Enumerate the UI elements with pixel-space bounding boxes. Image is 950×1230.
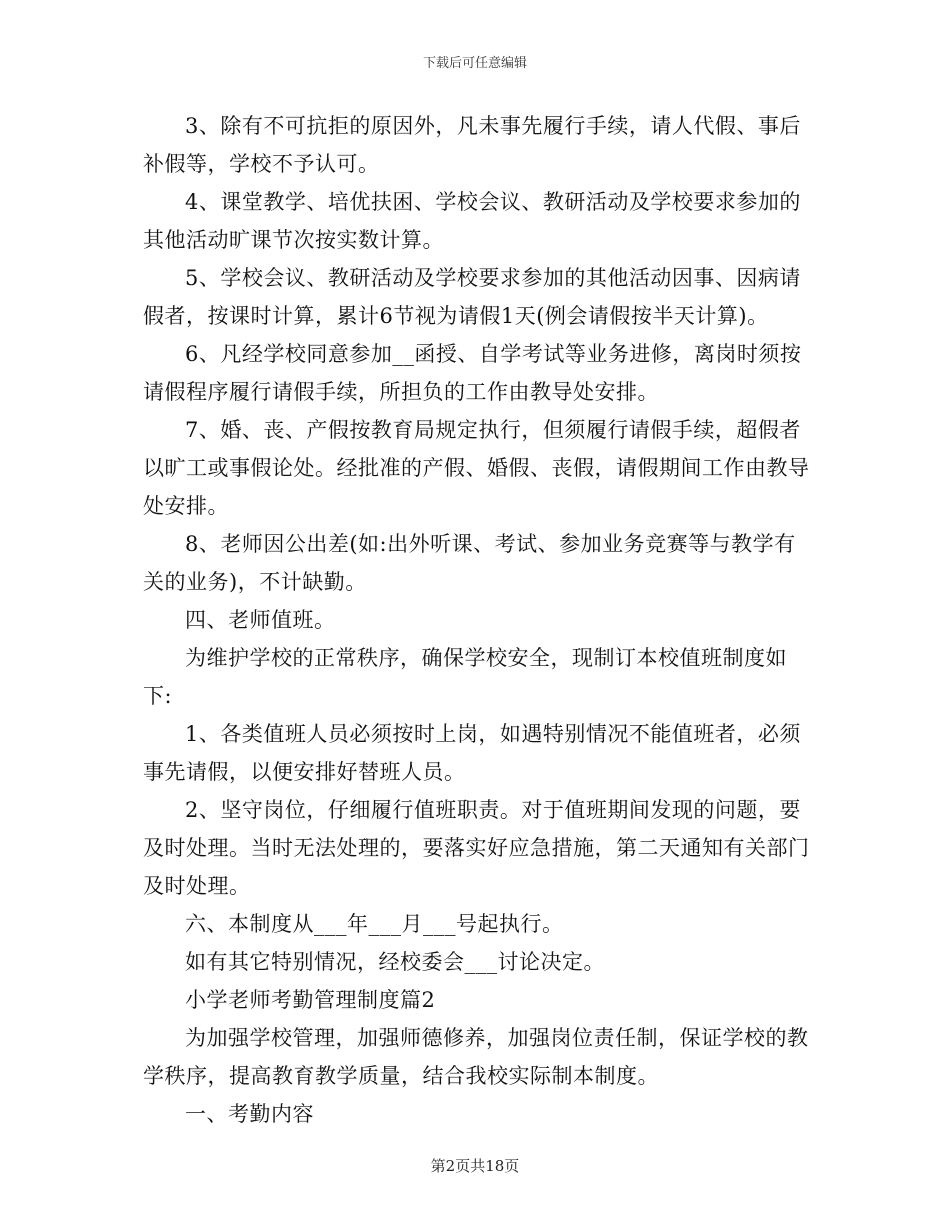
page-header: 下载后可任意编辑 bbox=[422, 56, 527, 71]
paragraph-effective-date: 六、本制度从___年___月___号起执行。 bbox=[185, 912, 564, 936]
paragraph-item-5: 5、学校会议、教研活动及学校要求参加的其他活动因事、因病请假者，按课时计算，累计6节视为请假1天(例会请假按半天计算)。 bbox=[143, 266, 801, 328]
paragraph-duty-2: 2、坚守岗位，仔细履行值班职责。对于值班期间发现的问题，要及时处理。当时无法处理的，要落实好应急措施，第二天通知有关部门及时处理。 bbox=[143, 798, 810, 898]
section-heading-attendance-content: 一、考勤内容 bbox=[185, 1102, 314, 1126]
page-number-footer: 第2页共18页 bbox=[430, 1157, 520, 1175]
paragraph-duty-intro: 为维护学校的正常秩序，确保学校安全，现制订本校值班制度如下: bbox=[143, 646, 787, 708]
section-heading-teacher-duty: 四、老师值班。 bbox=[185, 608, 336, 632]
document-body bbox=[143, 107, 813, 1133]
paragraph-item-7: 7、婚、丧、产假按教育局规定执行，但须履行请假手续，超假者以旷工或事假论处。经批准的产假、婚假、丧假，请假期间工作由教导处安排。 bbox=[143, 418, 810, 518]
paragraph-item-4: 4、课堂教学、培优扶困、学校会议、教研活动及学校要求参加的其他活动旷课节次按实数计算。 bbox=[143, 190, 801, 252]
paragraph-item-8: 8、老师因公出差(如:出外听课、考试、参加业务竞赛等与教学有关的业务)，不计缺勤。 bbox=[143, 532, 796, 594]
paragraph-duty-1: 1、各类值班人员必须按时上岗，如遇特别情况不能值班者，必须事先请假，以便安排好替班人员。 bbox=[143, 722, 801, 784]
section-title-part-2: 小学老师考勤管理制度篇2 bbox=[185, 988, 436, 1012]
paragraph-item-6: 6、凡经学校同意参加__函授、自学考试等业务进修，离岗时须按请假程序履行请假手续，所担负的工作由教导处安排。 bbox=[143, 342, 802, 404]
paragraph-item-3: 3、除有不可抗拒的原因外，凡未事先履行手续，请人代假、事后补假等，学校不予认可。 bbox=[143, 114, 801, 176]
paragraph-part-2-intro: 为加强学校管理，加强师德修养，加强岗位责任制，保证学校的教学秩序，提高教育教学质量，结合我校实际制本制度。 bbox=[143, 1026, 809, 1088]
paragraph-special-cases: 如有其它特别情况，经校委会___讨论决定。 bbox=[185, 950, 605, 974]
